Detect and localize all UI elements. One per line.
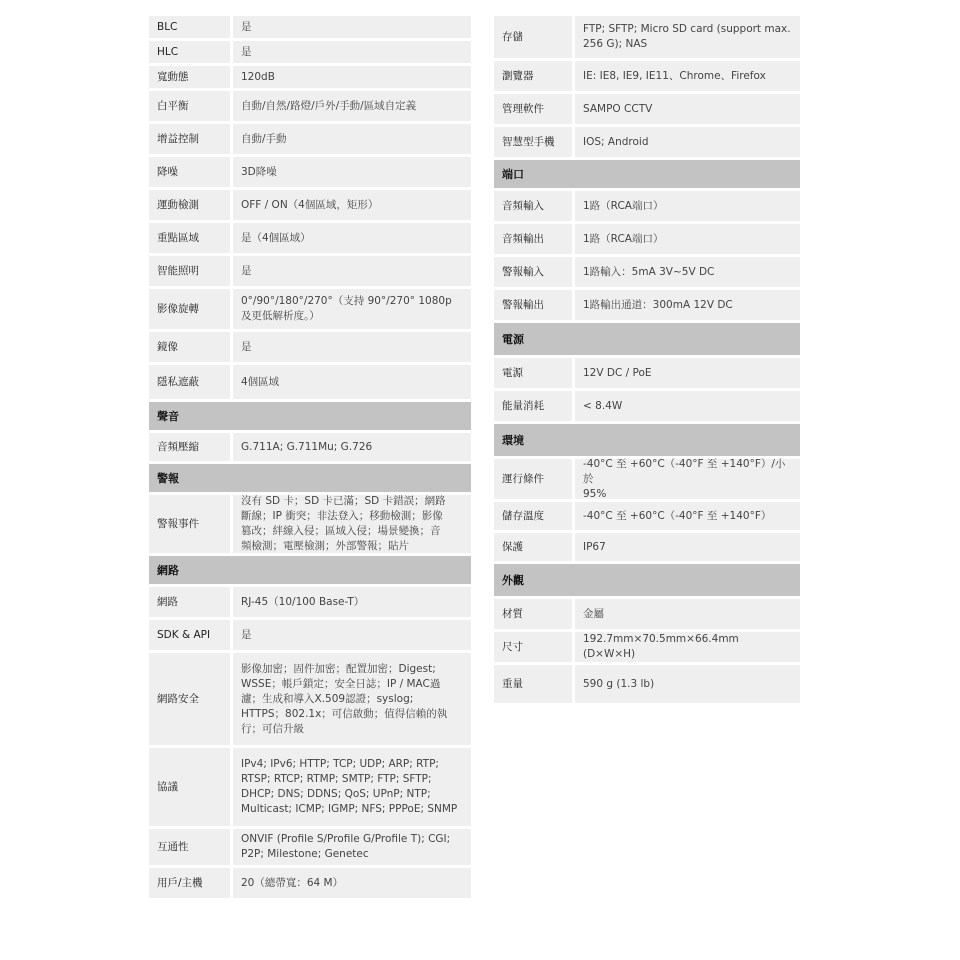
spec-value: 1路（RCA端口） [575, 224, 800, 254]
spec-value: IPv4; IPv6; HTTP; TCP; UDP; ARP; RTP; RTSP; RTCP; RTMP; SMTP; FTP; SFTP; DHCP; DNS; DDNS; QoS; UPnP; NTP; Multicast; ICMP; IGMP; NFS; PPPoE; SNMP [233, 748, 471, 826]
spec-table-right [494, 16, 800, 706]
spec-value: 是（4個區域） [233, 223, 471, 253]
spec-row [494, 290, 800, 320]
spec-value: 12V DC / PoE [575, 358, 800, 388]
spec-row [494, 257, 800, 287]
spec-label: 白平衡 [149, 91, 230, 121]
spec-value: ONVIF (Profile S/Profile G/Profile T); CGI; P2P; Milestone; Genetec [233, 829, 471, 865]
spec-row [149, 66, 471, 88]
spec-row [494, 391, 800, 421]
spec-row [149, 157, 471, 187]
spec-label: 警報事件 [149, 495, 230, 553]
spec-label: 網路安全 [149, 653, 230, 745]
spec-value: OFF / ON（4個區域，矩形） [233, 190, 471, 220]
spec-label: 用戶/主機 [149, 868, 230, 898]
spec-row [494, 16, 800, 58]
spec-row [494, 459, 800, 499]
spec-value: 20（總帶寬：64 M） [233, 868, 471, 898]
spec-label: 電源 [494, 358, 572, 388]
spec-row [149, 868, 471, 898]
spec-value: 590 g (1.3 lb) [575, 665, 800, 703]
spec-row [494, 665, 800, 703]
spec-value: 是 [233, 256, 471, 286]
section-header: 外觀 [494, 564, 800, 596]
spec-value: RJ-45（10/100 Base-T） [233, 587, 471, 617]
spec-row [494, 127, 800, 157]
spec-label: 互通性 [149, 829, 230, 865]
spec-label: 重點區域 [149, 223, 230, 253]
spec-row [149, 748, 471, 826]
spec-row [149, 587, 471, 617]
spec-value: 是 [233, 16, 471, 38]
spec-value: 1路輸入：5mA 3V~5V DC [575, 257, 800, 287]
spec-label: 隱私遮蔽 [149, 365, 230, 399]
section-header: 環境 [494, 424, 800, 456]
spec-label: 能量消耗 [494, 391, 572, 421]
spec-value: 是 [233, 620, 471, 650]
spec-row [149, 41, 471, 63]
spec-label: 影像旋轉 [149, 289, 230, 329]
spec-row [149, 365, 471, 399]
spec-value: 0°/90°/180°/270°（支持 90°/270° 1080p 及更低解析度。） [233, 289, 471, 329]
spec-row [494, 502, 800, 530]
spec-row [494, 358, 800, 388]
spec-label: 警報輸入 [494, 257, 572, 287]
spec-label: 鏡像 [149, 332, 230, 362]
spec-value: -40°C 至 +60°C（-40°F 至 +140°F）/小於 95% [575, 459, 800, 499]
spec-label: 重量 [494, 665, 572, 703]
spec-value: IP67 [575, 533, 800, 561]
section-header: 網路 [149, 556, 471, 584]
spec-row [494, 191, 800, 221]
spec-value: 1路（RCA端口） [575, 191, 800, 221]
spec-row [494, 94, 800, 124]
spec-value: 自動/自然/路燈/戶外/手動/區域自定義 [233, 91, 471, 121]
spec-label: 運行條件 [494, 459, 572, 499]
spec-row [494, 632, 800, 662]
spec-label: 管理軟件 [494, 94, 572, 124]
spec-value: FTP; SFTP; Micro SD card (support max. 256 G); NAS [575, 16, 800, 58]
section-header: 電源 [494, 323, 800, 355]
spec-row [494, 533, 800, 561]
spec-label: 保護 [494, 533, 572, 561]
spec-row [149, 332, 471, 362]
spec-label: 網路 [149, 587, 230, 617]
spec-label: 儲存溫度 [494, 502, 572, 530]
section-header: 聲音 [149, 402, 471, 430]
spec-row [149, 653, 471, 745]
spec-label: HLC [149, 41, 230, 63]
spec-row [149, 223, 471, 253]
spec-row [494, 224, 800, 254]
spec-row [149, 433, 471, 461]
spec-value: 1路輸出通道：300mA 12V DC [575, 290, 800, 320]
spec-row [149, 620, 471, 650]
spec-label: SDK & API [149, 620, 230, 650]
spec-value: 120dB [233, 66, 471, 88]
spec-row [149, 190, 471, 220]
spec-row [149, 124, 471, 154]
spec-value: 影像加密；固件加密；配置加密；Digest; WSSE；帳戶鎖定；安全日誌；IP / MAC過 濾；生成和導入X.509認證；syslog; HTTPS；802.1x；可信啟動；值得信賴的執 行；可信升級 [233, 653, 471, 745]
spec-label: 材質 [494, 599, 572, 629]
spec-row [494, 61, 800, 91]
spec-label: 增益控制 [149, 124, 230, 154]
spec-label: 智慧型手機 [494, 127, 572, 157]
spec-value: 192.7mm×70.5mm×66.4mm (D×W×H) [575, 632, 800, 662]
spec-label: 協議 [149, 748, 230, 826]
spec-row [149, 289, 471, 329]
spec-label: 音頻輸入 [494, 191, 572, 221]
spec-row [149, 256, 471, 286]
spec-label: BLC [149, 16, 230, 38]
spec-label: 存儲 [494, 16, 572, 58]
spec-row [149, 829, 471, 865]
spec-label: 寬動態 [149, 66, 230, 88]
section-header: 警報 [149, 464, 471, 492]
spec-value: 4個區域 [233, 365, 471, 399]
spec-value: 金屬 [575, 599, 800, 629]
spec-value: G.711A; G.711Mu; G.726 [233, 433, 471, 461]
spec-label: 尺寸 [494, 632, 572, 662]
spec-value: 是 [233, 41, 471, 63]
spec-value: 是 [233, 332, 471, 362]
spec-value: < 8.4W [575, 391, 800, 421]
spec-label: 降噪 [149, 157, 230, 187]
spec-row [149, 91, 471, 121]
spec-table-left [149, 16, 471, 901]
spec-value: SAMPO CCTV [575, 94, 800, 124]
spec-label: 瀏覽器 [494, 61, 572, 91]
spec-value: 自動/手動 [233, 124, 471, 154]
spec-row [149, 495, 471, 553]
spec-row [494, 599, 800, 629]
section-header: 端口 [494, 160, 800, 188]
spec-label: 音頻壓縮 [149, 433, 230, 461]
spec-value: -40°C 至 +60°C（-40°F 至 +140°F） [575, 502, 800, 530]
spec-value: IE: IE8, IE9, IE11、Chrome、Firefox [575, 61, 800, 91]
spec-value: IOS; Android [575, 127, 800, 157]
spec-row [149, 16, 471, 38]
spec-value: 沒有 SD 卡；SD 卡已滿；SD 卡錯誤；網路 斷線；IP 衝突；非法登入；移動檢測；影像 篡改；絆線入侵；區域入侵；場景變換；音 頻檢測；電壓檢測；外部警報；貼片 [233, 495, 471, 553]
spec-label: 智能照明 [149, 256, 230, 286]
spec-label: 音頻輸出 [494, 224, 572, 254]
spec-value: 3D降噪 [233, 157, 471, 187]
spec-label: 運動檢測 [149, 190, 230, 220]
spec-label: 警報輸出 [494, 290, 572, 320]
